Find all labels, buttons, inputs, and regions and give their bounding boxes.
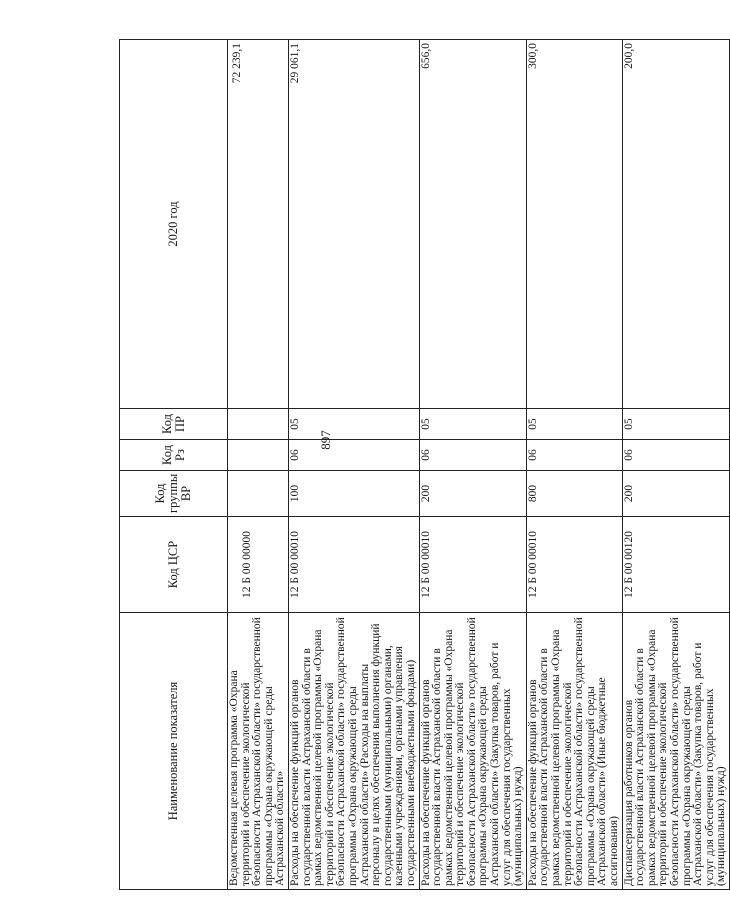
cell-csr: 12 Б 00 00000	[228, 517, 289, 613]
cell-rz: 06	[622, 440, 729, 471]
cell-csr: 12 Б 00 00010	[526, 517, 622, 613]
table-row	[288, 40, 419, 890]
cell-group: 200	[622, 471, 729, 517]
cell-rz: 06	[526, 440, 622, 471]
table-row	[419, 40, 526, 890]
cell-rz: 06	[419, 440, 526, 471]
header-name: Наименование показателя	[120, 613, 228, 890]
header-rz: Код Рз	[120, 440, 228, 471]
cell-pr: 05	[288, 409, 419, 440]
cell-name: Диспансеризация работников органов государственной власти Астраханской области в рамках ведомственной целевой программы «Охрана территорий и обеспечение экологической безопасности Астраханской области» государственной программы «Охрана окружающей среды Астраханской области» (Закупка товаров, работ и услуг для обеспечения государственных (муниципальных) нужд)	[622, 613, 729, 890]
cell-group: 200	[419, 471, 526, 517]
cell-name: Расходы на обеспечение функций органов государственной власти Астраханской области в рамках ведомственной целевой программы «Охрана территорий и обеспечение экологической безопасности Астраханской области» государственной программы «Охрана окружающей среды Астраханской области» (Расходы на выплаты персоналу в целях обеспечения выполнения функций государственными (муниципальными) органами, казенными учреждениями, органами управления государственными внебюджетными фондами)	[288, 613, 419, 890]
cell-pr	[228, 409, 289, 440]
header-group: Код группы ВР	[120, 471, 228, 517]
cell-csr: 12 Б 00 00010	[288, 517, 419, 613]
header-pr: Код ПР	[120, 409, 228, 440]
cell-year: 72 239,1	[228, 40, 289, 409]
header-year: 2020 год	[120, 40, 228, 409]
budget-table	[119, 39, 730, 890]
table-row	[622, 40, 729, 890]
page-number: 897	[318, 430, 333, 450]
cell-group: 800	[526, 471, 622, 517]
table-row	[526, 40, 622, 890]
cell-rz	[228, 440, 289, 471]
table-row	[228, 40, 289, 890]
cell-name: Расходы на обеспечение функций органов государственной власти Астраханской области в рамках ведомственной целевой программы «Охрана территорий и обеспечение экологической безопасности Астраханской области» государственной программы «Охрана окружающей среды Астраханской области» (Закупка товаров, работ и услуг для обеспечения государственных (муниципальных) нужд)	[419, 613, 526, 890]
cell-year: 656,0	[419, 40, 526, 409]
cell-year: 200,0	[622, 40, 729, 409]
cell-pr: 05	[526, 409, 622, 440]
cell-pr: 05	[622, 409, 729, 440]
cell-csr: 12 Б 00 00010	[419, 517, 526, 613]
rotated-page-content	[119, 39, 728, 890]
cell-group	[228, 471, 289, 517]
cell-year: 300,0	[526, 40, 622, 409]
cell-name: Ведомственная целевая программа «Охрана территорий и обеспечение экологической безопасности Астраханской области» государственной программы «Охрана окружающей среды Астраханской области»	[228, 613, 289, 890]
cell-year: 29 061,1	[288, 40, 419, 409]
cell-name: Расходы на обеспечение функций органов государственной власти Астраханской области в рамках ведомственной целевой программы «Охрана территорий и обеспечение экологической безопасности Астраханской области» государственной программы «Охрана окружающей среды Астраханской области» (Иные бюджетные ассигнования)	[526, 613, 622, 890]
cell-group: 100	[288, 471, 419, 517]
cell-pr: 05	[419, 409, 526, 440]
cell-csr: 12 Б 00 00120	[622, 517, 729, 613]
header-csr: Код ЦСР	[120, 517, 228, 613]
table-header-row	[120, 40, 228, 890]
cell-rz: 06	[288, 440, 419, 471]
